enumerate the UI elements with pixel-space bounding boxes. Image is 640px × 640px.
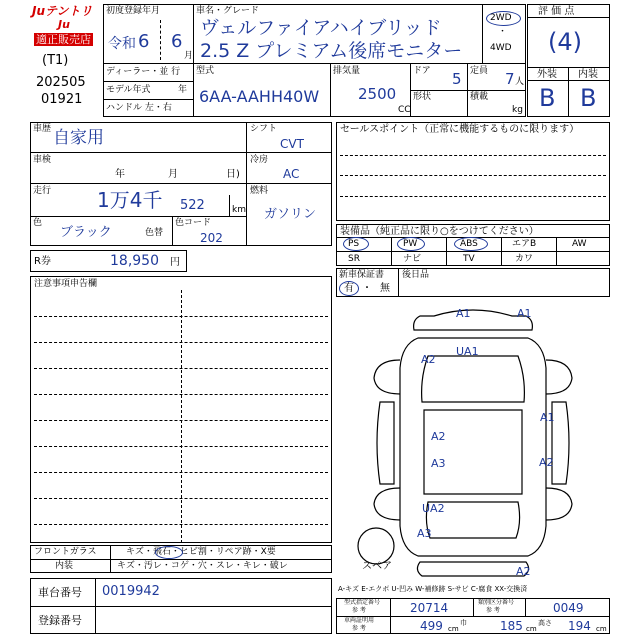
chassis-label: 車台番号 bbox=[38, 586, 82, 599]
rating-ext-label: 外装 bbox=[537, 69, 557, 80]
sales-points-label: セールスポイント（正常に機能するものに限ります） bbox=[340, 124, 580, 135]
notes-label: 注意事項申告欄 bbox=[34, 279, 98, 289]
drive-2wd: 2WD bbox=[490, 13, 512, 23]
width-unit: cm bbox=[526, 625, 537, 633]
mileage-label: 走行 bbox=[33, 186, 52, 196]
model-cert-label: 型式指定番号 bbox=[344, 599, 381, 606]
registration-year: 6 bbox=[138, 31, 150, 52]
equipment-label: 装備品（純正品に限り○をつけてください） bbox=[340, 226, 539, 237]
body-type-label: 車歴 bbox=[33, 124, 52, 134]
chassis-value: 0019942 bbox=[102, 584, 160, 599]
car-diagram bbox=[336, 298, 610, 578]
capacity-label: 定員 bbox=[470, 66, 489, 76]
width-label: 巾 bbox=[460, 619, 467, 627]
vehicle-name-label: 車名・グレード bbox=[196, 6, 260, 16]
model-year-unit: 年 bbox=[178, 85, 188, 95]
mark-l2: A3 bbox=[431, 457, 446, 470]
inspection-label: 車検 bbox=[33, 155, 52, 165]
warranty-no: 無 bbox=[380, 283, 390, 294]
equip-ps: PS bbox=[348, 239, 360, 249]
color-code-label: 色コード bbox=[175, 218, 212, 228]
registration-era: 令和 bbox=[108, 36, 136, 52]
aircon-value: AC bbox=[283, 167, 300, 181]
drive-dot: ・ bbox=[498, 27, 508, 37]
registration-month: 6 bbox=[171, 31, 183, 52]
displacement-label: 排気量 bbox=[333, 66, 361, 76]
equip-aw: AW bbox=[572, 239, 587, 249]
recycle-value: 18,950 bbox=[110, 253, 159, 269]
fuel-label: 燃料 bbox=[250, 186, 269, 196]
load-unit: kg bbox=[512, 105, 523, 115]
registration-label: 初度登録年月 bbox=[106, 6, 161, 16]
drive-4wd: 4WD bbox=[490, 43, 512, 53]
fuel-value: ガソリン bbox=[264, 207, 317, 222]
color-value: ブラック bbox=[60, 225, 112, 240]
mark-r1: A1 bbox=[540, 411, 555, 424]
model-cert-ref: 参 考 bbox=[352, 607, 366, 614]
later-label: 後日品 bbox=[402, 270, 430, 280]
handle-label: ハンドル 左・右 bbox=[106, 103, 172, 113]
class-label: 類別区分番号 bbox=[478, 599, 515, 606]
rating-ext-value: B bbox=[539, 84, 556, 112]
type-label: 型式 bbox=[196, 66, 215, 76]
mark-l1: A2 bbox=[431, 430, 446, 443]
rating-value: (4) bbox=[548, 28, 582, 56]
mark-lf: A2 bbox=[421, 353, 436, 366]
registration-month-unit: 月 bbox=[184, 51, 194, 61]
mileage-value: 1万4千 bbox=[97, 188, 163, 212]
rating-int-value: B bbox=[580, 84, 597, 112]
recycle-label: R券 bbox=[34, 256, 51, 267]
capacity-value: 7 bbox=[505, 70, 515, 88]
class-value: 0049 bbox=[553, 601, 584, 615]
logo-line3: 適正販売店 bbox=[36, 33, 91, 46]
equip-abs: ABS bbox=[460, 239, 478, 249]
equip-sr: SR bbox=[348, 254, 360, 264]
color-code-value: 202 bbox=[200, 231, 223, 245]
mark-rear2: A3 bbox=[417, 527, 432, 540]
flying-stone-circle bbox=[155, 546, 183, 559]
damage-legend: A-キズ E-エクボ U-凹み W-補修跡 S-サビ C-腐食 XX-交換済 bbox=[338, 585, 528, 593]
lot-num1: 202505 bbox=[36, 75, 86, 90]
height-unit: cm bbox=[596, 625, 607, 633]
body-type-value: 自家用 bbox=[53, 128, 104, 148]
recycle-box bbox=[30, 250, 187, 272]
warranty-label: 新車保証書 bbox=[339, 270, 385, 280]
windshield-label: フロントガラス bbox=[34, 547, 97, 557]
aircon-label: 冷房 bbox=[250, 155, 269, 165]
warranty-yes: 有 bbox=[344, 283, 354, 294]
mark-r2: A2 bbox=[539, 456, 554, 469]
mark-hood: UA1 bbox=[456, 345, 479, 358]
equip-tv: TV bbox=[463, 254, 475, 264]
mileage-unit: km bbox=[232, 205, 246, 215]
color-label: 色 bbox=[33, 218, 43, 228]
equip-airbag: エアB bbox=[512, 239, 537, 249]
doors-label: ドア bbox=[413, 66, 431, 76]
load-label: 積載 bbox=[470, 92, 489, 102]
mark-f1: A1 bbox=[456, 307, 471, 320]
height-label: 高さ bbox=[538, 619, 552, 627]
length-unit: cm bbox=[448, 625, 459, 633]
shift-value: CVT bbox=[280, 137, 304, 151]
dealer-label: ディーラー・並 行 bbox=[106, 67, 181, 77]
logo-line1: Juテントリ bbox=[32, 4, 93, 18]
length-ref: 参 考 bbox=[352, 625, 366, 632]
vehicle-name-line2: 2.5 Z プレミアム後席モニター bbox=[200, 40, 463, 62]
windshield-value: キズ・飛石・ヒビ割・リペア跡・X要 bbox=[126, 547, 276, 557]
displacement-unit: CC bbox=[398, 105, 411, 115]
inspection-day: 日) bbox=[226, 169, 240, 180]
logo-line2: Ju bbox=[58, 18, 70, 31]
length-label: 車両証明用 bbox=[344, 617, 375, 624]
reg-number-label: 登録番号 bbox=[38, 614, 82, 627]
recycle-unit: 円 bbox=[170, 257, 180, 268]
equip-navi: ナビ bbox=[403, 254, 422, 264]
spare-label: スペア bbox=[362, 561, 392, 572]
length-value: 499 bbox=[420, 619, 443, 633]
lot-code: (T1) bbox=[42, 53, 69, 68]
logo bbox=[30, 5, 102, 45]
height-value: 194 bbox=[568, 619, 591, 633]
warranty-dot: ・ bbox=[362, 283, 372, 294]
shape-label: 形状 bbox=[413, 92, 432, 102]
rating-label: 評 価 点 bbox=[538, 6, 575, 17]
mark-f2: A1 bbox=[517, 307, 532, 320]
interior-label: 内装 bbox=[55, 561, 74, 571]
rating-int-label: 内装 bbox=[578, 69, 598, 80]
equip-pw: PW bbox=[403, 239, 418, 249]
mileage-sub: 522 bbox=[180, 198, 205, 213]
lot-num2: 01921 bbox=[41, 92, 83, 107]
width-value: 185 bbox=[500, 619, 523, 633]
sales-points-box bbox=[336, 122, 610, 221]
doors-value: 5 bbox=[452, 70, 462, 88]
displacement-value: 2500 bbox=[358, 85, 397, 103]
capacity-unit: 人 bbox=[515, 77, 525, 87]
model-cert-value: 20714 bbox=[410, 601, 449, 615]
type-value: 6AA-AAHH40W bbox=[199, 87, 320, 106]
vehicle-name-line1: ヴェルファイアハイブリッド bbox=[200, 17, 442, 39]
interior-value: キズ・汚レ・コゲ・穴・スレ・キレ・破レ bbox=[117, 561, 288, 571]
class-ref: 参 考 bbox=[486, 607, 500, 614]
inspection-year: 年 bbox=[115, 169, 125, 180]
color-change-label: 色替 bbox=[145, 228, 164, 238]
equip-leather: カワ bbox=[515, 254, 534, 264]
model-year-label: モデル年式 bbox=[106, 85, 151, 95]
mark-rear1: UA2 bbox=[422, 502, 445, 515]
inspection-month: 月 bbox=[168, 169, 178, 180]
shift-label: シフト bbox=[250, 124, 278, 134]
mark-back: A2 bbox=[516, 565, 531, 578]
